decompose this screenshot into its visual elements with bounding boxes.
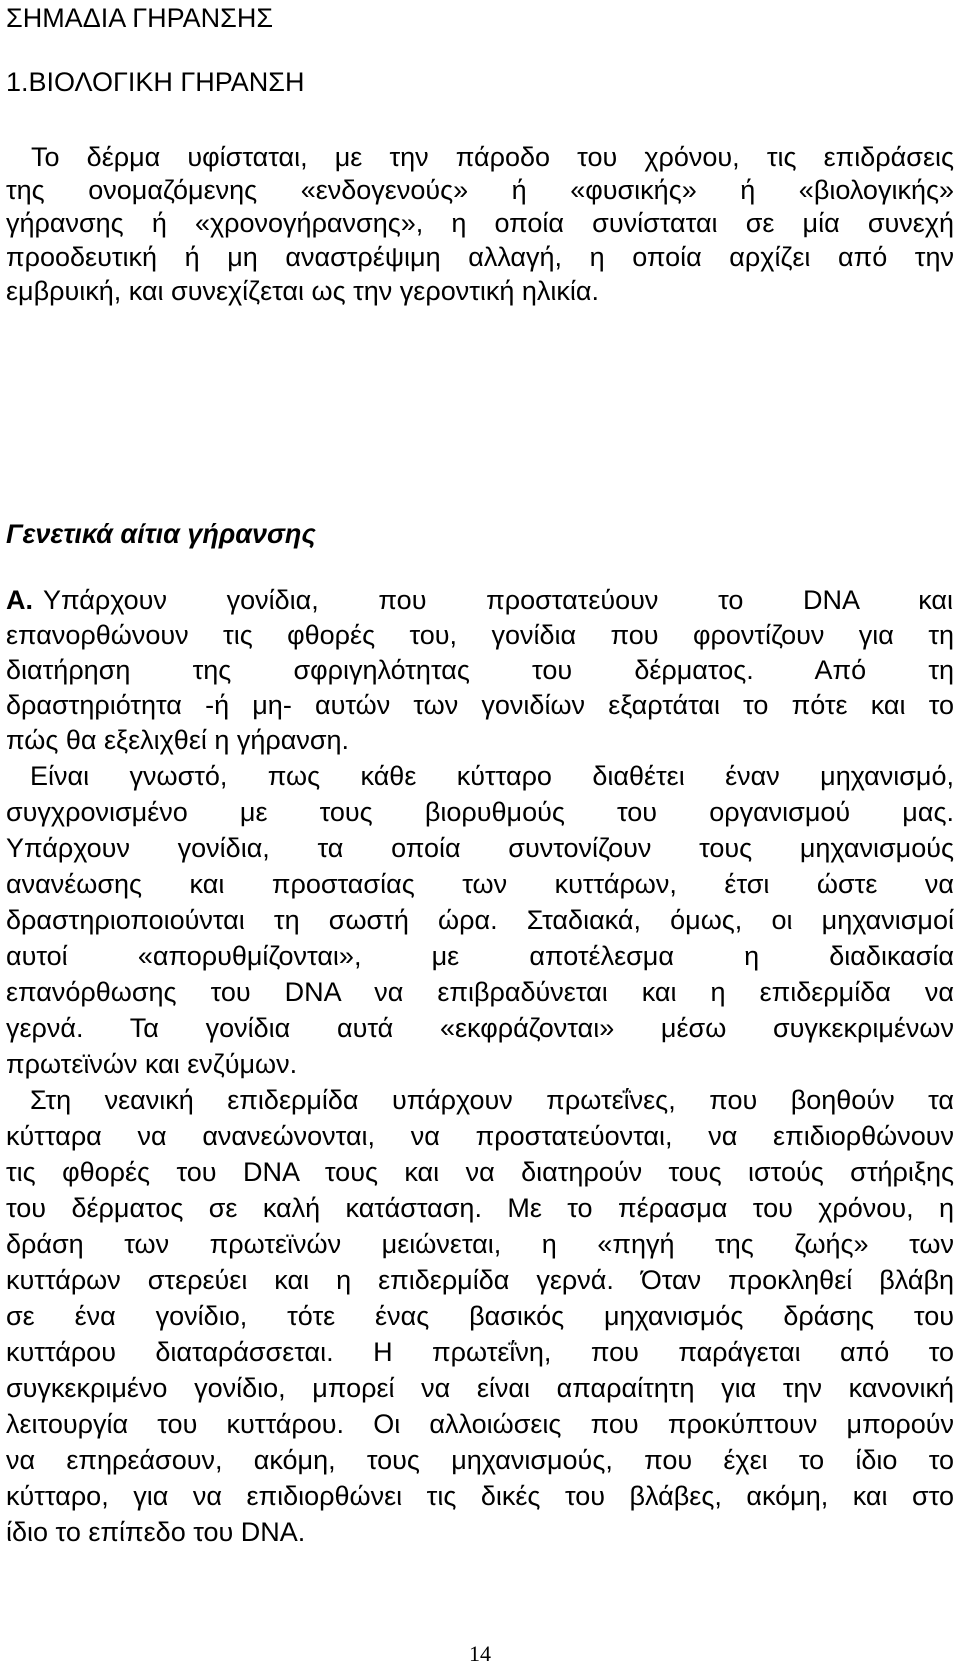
item-label: Α.: [6, 585, 33, 615]
body-line: ίδιο το επίπεδο του DNA.: [6, 1517, 306, 1547]
subheading: Γενετικά αίτια γήρανσης: [6, 519, 316, 549]
body-line: να επηρεάσουν, ακόμη, τους μηχανισμούς, που έχει το ίδιο το: [6, 1445, 954, 1475]
body-line: επανορθώνουν τις φθορές του, γονίδια που φροντίζουν για τη: [6, 620, 954, 650]
body-line: κυττάρων στερεύει και η επιδερμίδα γερνά. Όταν προκληθεί βλάβη: [6, 1265, 954, 1295]
body-line: πρωτεϊνών και ενζύμων.: [6, 1049, 298, 1079]
body-line: κύτταρα να ανανεώνονται, να προστατεύονται, να επιδιορθώνουν: [6, 1121, 954, 1151]
body-line: διατήρηση της σφριγηλότητας του δέρματος. Από τη: [6, 655, 954, 685]
body-line: δραστηριότητα -ή μη- αυτών των γονιδίων εξαρτάται το πότε και το: [6, 690, 954, 720]
body-line: Στη νεανική επιδερμίδα υπάρχουν πρωτεΐνες, που βοηθούν τα: [30, 1085, 954, 1115]
body-line: τις φθορές του DNA τους και να διατηρούν τους ιστούς στήριξης: [6, 1157, 954, 1187]
body-line: συγκεκριμένο γονίδιο, μπορεί να είναι απαραίτητη για την κανονική: [6, 1373, 954, 1403]
page-number: 14: [469, 1641, 491, 1666]
body-line: [6, 582, 954, 618]
section-heading: 1.ΒΙΟΛΟΓΙΚΗ ΓΗΡΑΝΣΗ: [6, 67, 305, 97]
body-line: κύτταρο, για να επιδιορθώνει τις δικές του βλάβες, ακόμη, και στο: [6, 1481, 954, 1511]
intro-line: προοδευτική ή μη αναστρέψιμη αλλαγή, η οποία αρχίζει από την: [6, 242, 954, 272]
document-title: ΣΗΜΑΔΙΑ ΓΗΡΑΝΣΗΣ: [6, 3, 274, 33]
item-text: Υπάρχουν γονίδια, που προστατεύουν το DNA και: [43, 585, 953, 615]
body-line: γερνά. Τα γονίδια αυτά «εκφράζονται» μέσω συγκεκριμένων: [6, 1013, 954, 1043]
body-line: δράση των πρωτεϊνών μειώνεται, η «πηγή της ζωής» των: [6, 1229, 954, 1259]
body-line: κυττάρου διαταράσσεται. Η πρωτεΐνη, που παράγεται από το: [6, 1337, 954, 1367]
body-line: του δέρματος σε καλή κατάσταση. Με το πέρασμα του χρόνου, η: [6, 1193, 954, 1223]
intro-line: της ονομαζόμενης «ενδογενούς» ή «φυσικής» ή «βιολογικής»: [6, 175, 954, 205]
body-line: συγχρονισμένο με τους βιορυθμούς του οργανισμού μας.: [6, 797, 954, 827]
intro-line: γήρανσης ή «χρονογήρανσης», η οποία συνίσταται σε μία συνεχή: [6, 208, 954, 238]
body-line: επανόρθωσης του DNA να επιβραδύνεται και η επιδερμίδα να: [6, 977, 954, 1007]
body-line: Είναι γνωστό, πως κάθε κύτταρο διαθέτει έναν μηχανισμό,: [30, 761, 954, 791]
body-line: ανανέωσης και προστασίας των κυττάρων, έτσι ώστε να: [6, 869, 954, 899]
body-line: δραστηριοποιούνται τη σωστή ώρα. Σταδιακά, όμως, οι μηχανισμοί: [6, 905, 954, 935]
body-line: σε ένα γονίδιο, τότε ένας βασικός μηχανισμός δράσης του: [6, 1301, 954, 1331]
intro-line: εμβρυική, και συνεχίζεται ως την γεροντική ηλικία.: [6, 276, 600, 306]
body-line: Υπάρχουν γονίδια, τα οποία συντονίζουν τους μηχανισμούς: [6, 833, 954, 863]
intro-line: Το δέρμα υφίσταται, με την πάροδο του χρόνου, τις επιδράσεις: [31, 142, 954, 172]
body-line: αυτοί «απορυθμίζονται», με αποτέλεσμα η διαδικασία: [6, 941, 954, 971]
body-line: πώς θα εξελιχθεί η γήρανση.: [6, 725, 350, 755]
body-line: λειτουργία του κυττάρου. Οι αλλοιώσεις που προκύπτουν μπορούν: [6, 1409, 954, 1439]
